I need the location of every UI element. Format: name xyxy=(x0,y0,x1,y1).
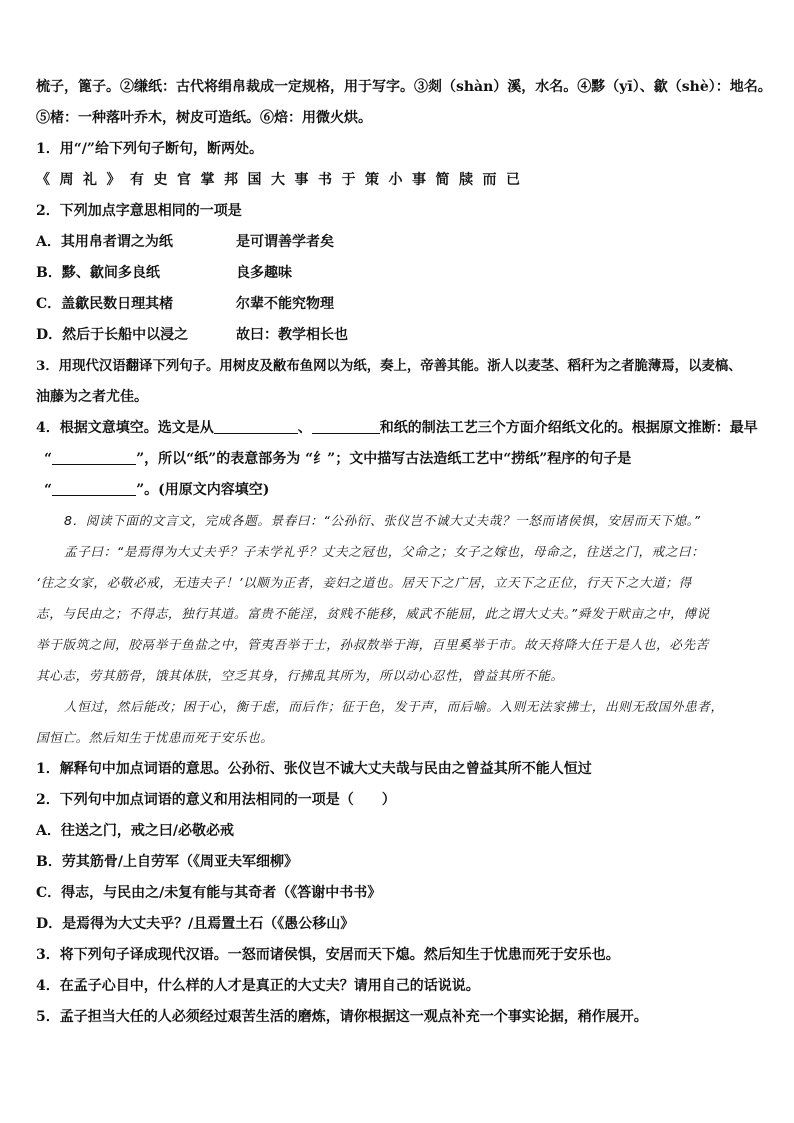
question-2-4: 4．在孟子心目中，什么样的人才是真正的大丈夫？请用自己的话说说。 xyxy=(36,978,480,994)
passage-line-6: 其心志，劳其筋骨，饿其体肤，空乏其身，行拂乱其所为，所以动心忍性，曾益其所不能。 xyxy=(36,668,564,683)
option2-a[interactable]: A．往送之门，戒之曰/必敬必戒 xyxy=(36,823,234,839)
question-2-5: 5．孟子担当大任的人必须经过艰苦生活的磨炼，请你根据这一观点补充一个事实论据，稍作展开。 xyxy=(36,1009,648,1025)
fill-blank-2[interactable] xyxy=(312,419,380,434)
question-2-3: 3．将下列句子译成现代汉语。一怒而诸侯惧，安居而天下熄。然后知生于忧患而死于安乐也。 xyxy=(36,947,620,963)
passage-line-2: 孟子曰：“是焉得为大丈夫乎？子未学礼乎？丈夫之冠也，父命之；女子之嫁也，母命之，往送之门，戒之曰： xyxy=(64,544,705,559)
question-1-3-a: 3．用现代汉语翻译下列句子。用树皮及敝布鱼网以为纸，奏上，帝善其能。浙人以麦茎、稻秆为之者脆薄焉，以麦槁、 xyxy=(36,358,742,374)
question-1-2: 2．下列加点字意思相同的一项是 xyxy=(36,203,242,219)
question-1-1: 1．用“/”给下列句子断句，断两处。 xyxy=(36,141,263,157)
q4-text-1: 4．根据文意填空。选文是从 xyxy=(36,420,214,436)
question-1-4-b xyxy=(36,448,760,470)
option-c[interactable] xyxy=(36,293,760,315)
question-1-4-c xyxy=(36,479,760,501)
option-a-left: A．其用帛者谓之为纸 xyxy=(36,234,173,250)
q4-text-2: 、 xyxy=(297,420,312,436)
passage-line-4: 志，与民由之；不得志，独行其道。富贵不能淫，贫贱不能移，威武不能屈，此之谓大丈夫。”舜发于畎亩之中，傅说 xyxy=(36,606,710,621)
option-b-left: B．黟、歙间多良纸 xyxy=(36,265,160,281)
q4-text-3: 和纸的制法工艺三个方面介绍纸文化的。根据原文推断：最早 xyxy=(379,420,758,436)
option-c-left: C．盖歙民数日理其楮 xyxy=(36,296,174,312)
question-1-3-b: 油藤为之者尤佳。 xyxy=(36,389,148,405)
option-d[interactable] xyxy=(36,324,760,346)
passage-line-3: ‘往之女家，必敬必戒，无违夫子！’以顺为正者，妾妇之道也。居天下之广居，立天下之正位，行天下之大道；得 xyxy=(36,575,692,590)
fill-blank-1[interactable] xyxy=(214,419,298,434)
note-line-1: 梳子，篦子。②缣纸：古代将绢帛裁成一定规格，用于写字。③剡（shàn）溪，水名。④黟（yī）、歙（shè）：地名。 xyxy=(36,79,772,95)
question-2-2: 2．下列句中加点词语的意义和用法相同的一项是（ ） xyxy=(36,792,396,808)
option2-d[interactable]: D．是焉得为大丈夫乎？/且焉置土石（《愚公移山》 xyxy=(36,916,355,932)
fill-blank-3[interactable] xyxy=(52,450,136,465)
passage-line-8: 国恒亡。然后知生于忧患而死于安乐也。 xyxy=(36,730,274,745)
option-c-right: 尔辈不能究物理 xyxy=(236,296,334,312)
passage-line-7: 人恒过，然后能改；困于心，衡于虑，而后作；征于色，发于声，而后喻。入则无法家拂士，出则无敌国外患者， xyxy=(64,699,724,714)
passage-line-1: 8．阅读下面的文言文，完成各题。景春曰：“公孙衍、张仪岂不诚大丈夫哉？一怒而诸侯惧，安居而天下熄。” xyxy=(64,513,701,528)
punctuation-sentence: 《周礼》有史官掌邦国大事书于策小事简牍而已 xyxy=(36,172,530,188)
option-b-right: 良多趣味 xyxy=(236,265,292,281)
passage-line-5: 举于版筑之间，胶鬲举于鱼盐之中，管夷吾举于士，孙叔敖举于海，百里奚举于市。故天将降大任于是人也，必先苦 xyxy=(36,637,709,652)
option2-b[interactable]: B．劳其筋骨/上自劳军（《周亚夫军细柳》 xyxy=(36,854,298,870)
q4-text-7: ”。(用原文内容填空) xyxy=(136,482,270,498)
question-2-1: 1．解释句中加点词语的意思。公孙衍、张仪岂不诚大丈夫哉与民由之曾益其所不能人恒过 xyxy=(36,761,592,777)
note-line-2: ⑤楮：一种落叶乔木，树皮可造纸。⑥焙：用微火烘。 xyxy=(36,110,372,126)
q4-text-4: “ xyxy=(44,451,53,467)
option2-c[interactable]: C．得志，与民由之/未复有能与其奇者（《答谢中书书》 xyxy=(36,885,382,901)
document-page xyxy=(36,76,772,1037)
option-b[interactable] xyxy=(36,262,760,284)
fill-blank-4[interactable] xyxy=(52,481,136,496)
option-a[interactable] xyxy=(36,231,760,253)
option-d-left: D．然后于长船中以浸之 xyxy=(36,327,189,343)
q4-text-5: ”，所以“纸”的表意部务为 “纟”；文中描写古法造纸工艺中“捞纸”程序的句子是 xyxy=(136,451,632,467)
option-d-right: 故曰：教学相长也 xyxy=(236,327,348,343)
option-a-right: 是可谓善学者矣 xyxy=(236,234,334,250)
question-1-4-a xyxy=(36,417,760,439)
q4-text-6: “ xyxy=(44,482,53,498)
